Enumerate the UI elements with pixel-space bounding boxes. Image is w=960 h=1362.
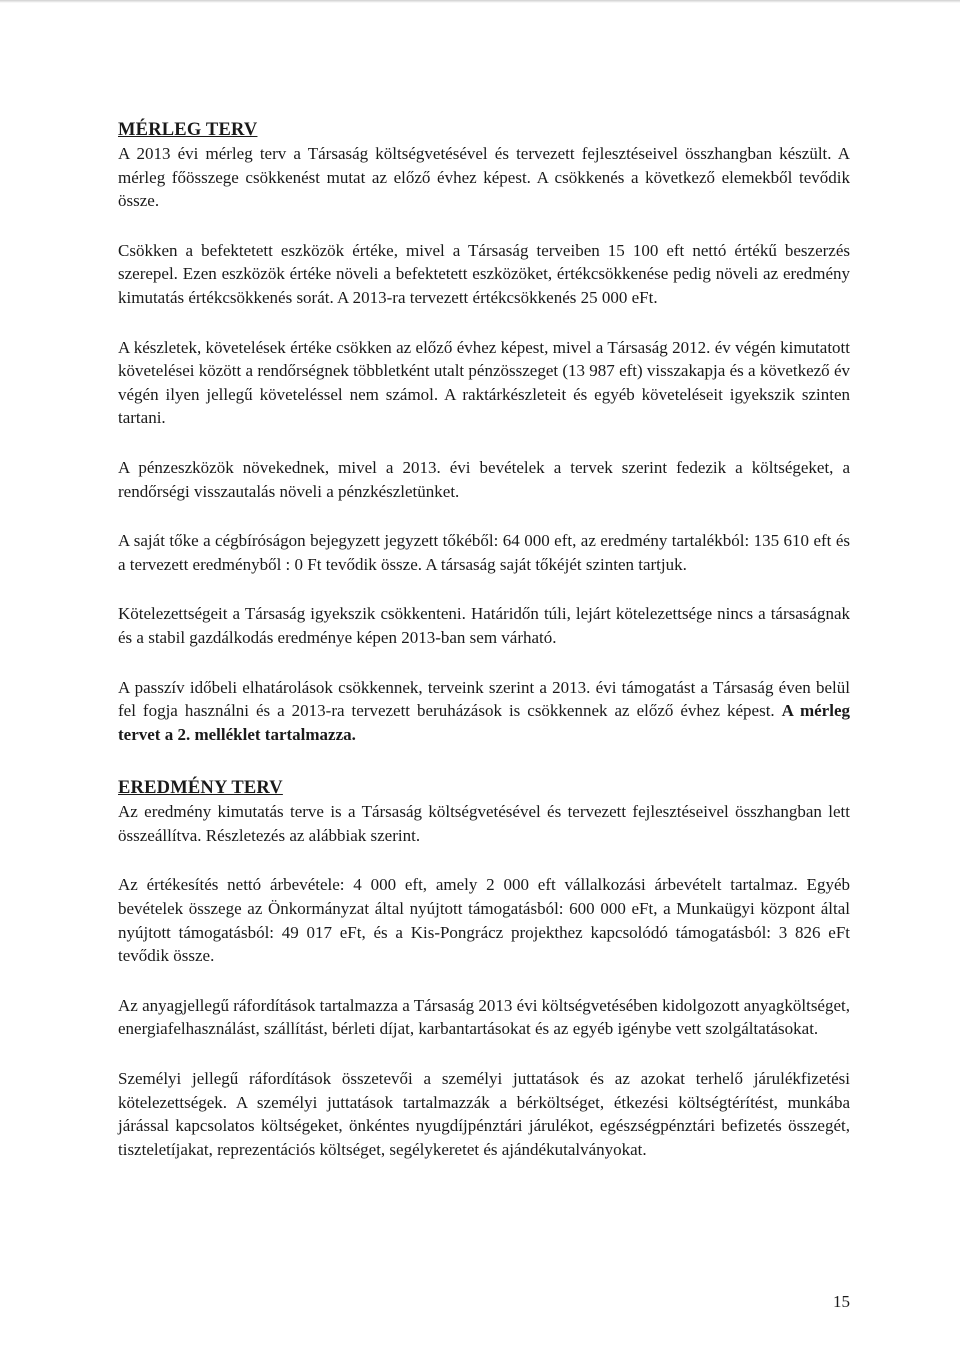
paragraph: Az anyagjellegű ráfordítások tartalmazza a Társaság 2013 évi költségvetésében kidolgozott anyagköltséget, energiafelhasználást, szállítást, bérleti díjat, karbantartásokat és az egyéb igénybe vett szolgáltatásokat. (118, 995, 850, 1039)
page-top-edge (0, 0, 960, 3)
section-title-merleg-terv: MÉRLEG TERV (118, 120, 258, 140)
paragraph: Az értékesítés nettó árbevétele: 4 000 eft, amely 2 000 eft vállalkozási árbevételt tartalmaz. Egyéb bevételek összege az Önkormányzat által nyújtott támogatásból: 600 000 eFt, a Munkaügyi központ által nyújtott támogatásból: 49 017 eFt, és a Kis-Pongrácz projekthez kapcsolódó támogatásból: 3 826 eFt tevődik össze. (118, 875, 850, 966)
section-title-eredmeny-terv: EREDMÉNY TERV (118, 778, 283, 799)
paragraph: A pénzeszközök növekednek, mivel a 2013. évi bevételek a tervek szerint fedezik a költségeket, a rendőrségi visszautalás növeli a pénzkészletünket. (118, 457, 850, 501)
annex-reference: A mérleg tervet a 2. melléklet tartalmazza. (118, 701, 850, 744)
page-content (118, 118, 850, 1187)
paragraph: Csökken a befektetett eszközök értéke, mivel a Társaság terveiben 15 100 eft nettó értékű beszerzés szerepel. Ezen eszközök értéke növeli a befektetett eszközöket, értékcsökkenése pedig növeli az eredmény kimutatás értékcsökkenés sorát. A 2013-ra tervezett értékcsökkenés 25 000 eFt. (118, 240, 850, 307)
page-number: 15 (833, 1292, 850, 1311)
paragraph (118, 676, 850, 747)
paragraph: A készletek, követelések értéke csökken az előző évhez képest, mivel a Társaság 2012. év végén kimutatott követelései között a rendőrségnek többletként utalt pénzösszeget (13 987 eft) visszakapja és a következő év végén ilyen jellegű követeléssel nem számol. A raktárkészleteit és egyéb követeléseit igyekszik szinten tartani. (118, 337, 850, 428)
paragraph: Személyi jellegű ráfordítások összetevői a személyi juttatások és az azokat terhelő járulékfizetési kötelezettségek. A személyi juttatások tartalmazzák a bérköltséget, étkezési költségtérítést, munkába járással kapcsolatos költségeket, önkéntes nyugdíjpénztári járulékot, egészségpénztári befizetés összegét, tiszteletíjakat, reprezentációs költséget, segélykeretet és ajándékutalványokat. (118, 1069, 850, 1159)
paragraph: A saját tőke a cégbíróságon bejegyzett jegyzett tőkéből: 64 000 eft, az eredmény tartalékból: 135 610 eft és a tervezett eredményből : 0 Ft tevődik össze. A társaság saját tőkéjét szinten tartjuk. (118, 531, 850, 574)
paragraph: Az eredmény kimutatás terve is a Társaság költségvetésével és tervezett fejlesztéseivel összhangban lett összeállítva. Részletezés az alábbiak szerint. (118, 802, 850, 845)
paragraph-text: A passzív időbeli elhatárolások csökkennek, terveink szerint a 2013. évi támogatást a Társaság éven belül fel fogja használni és a 2013-ra tervezett beruházások is csökkennek az előző évhez képest. (118, 677, 850, 721)
paragraph: A 2013 évi mérleg terv a Társaság költségvetésével és tervezett fejlesztéseivel összhangban készült. A mérleg főösszege csökkenést mutat az előző évhez képest. A csökkenés a következő elemekből tevődik össze. (118, 144, 850, 211)
paragraph: Kötelezettségeit a Társaság igyekszik csökkenteni. Határidőn túli, lejárt kötelezettsége nincs a társaságnak és a stabil gazdálkodás eredménye képen 2013-ban sem várható. (118, 604, 850, 647)
